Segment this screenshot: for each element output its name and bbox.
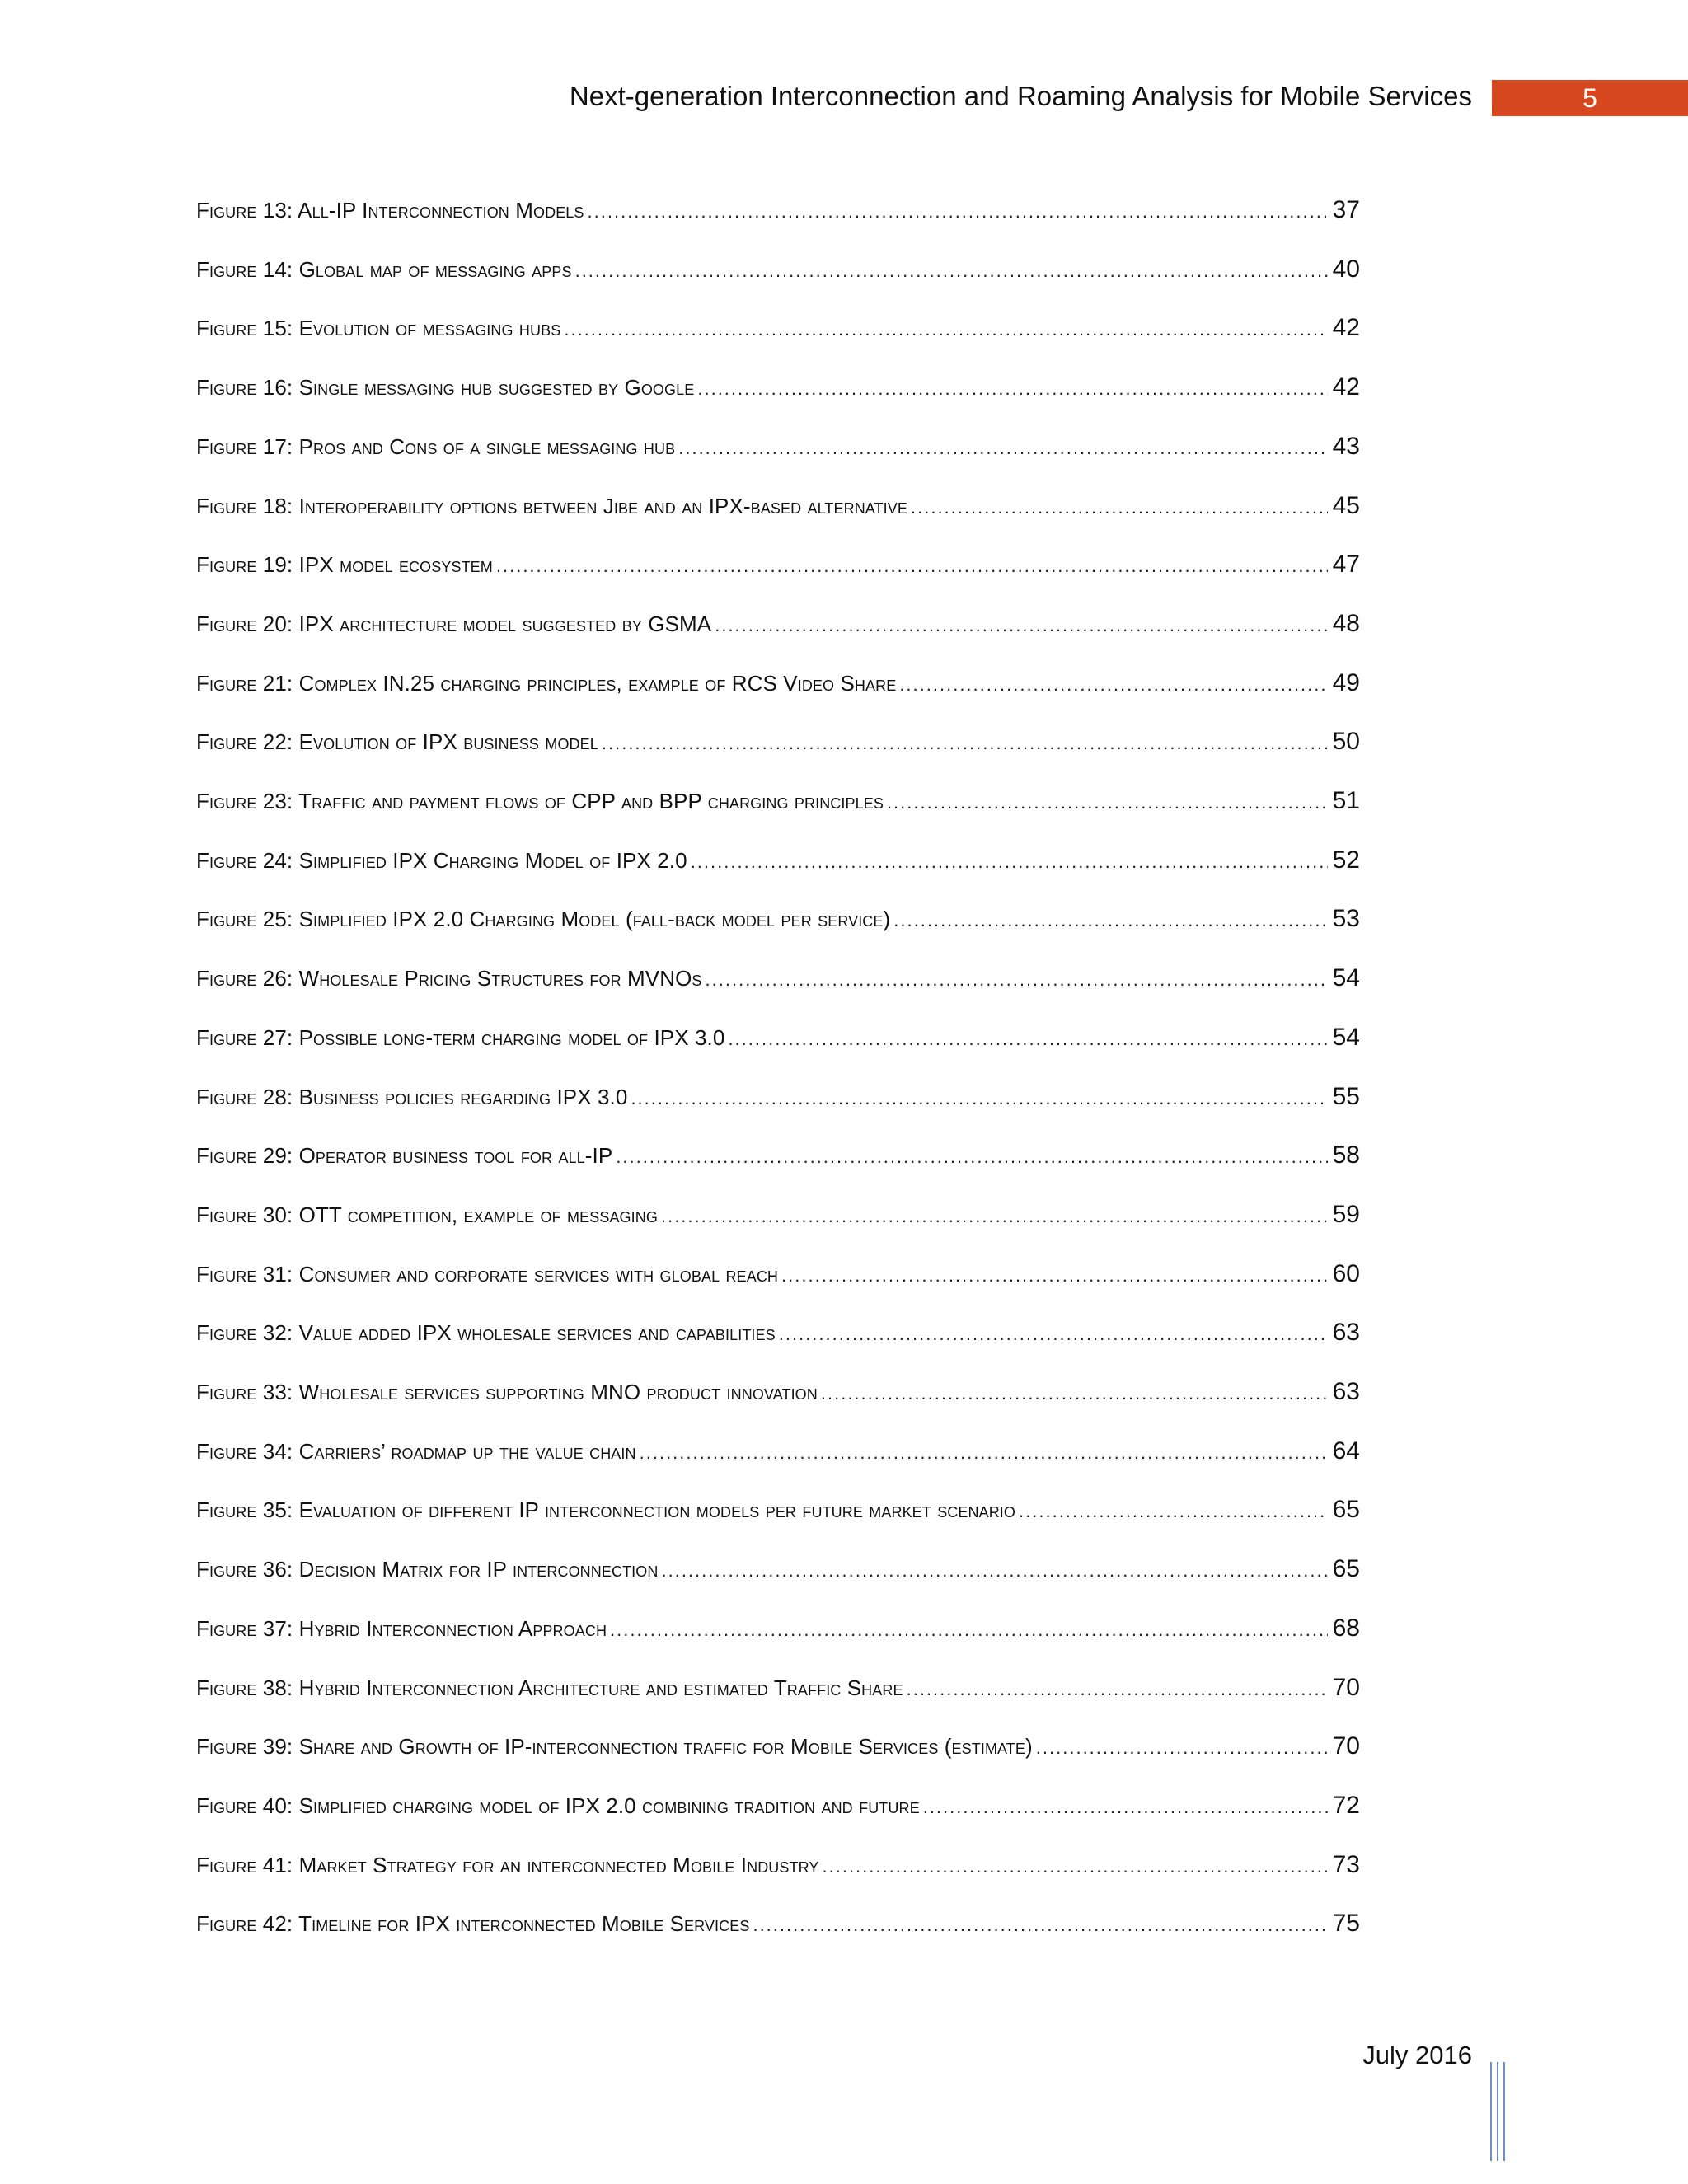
toc-entry[interactable] [196, 728, 1360, 769]
toc-entry-page: 63 [1332, 1319, 1360, 1346]
footer-rule-line [1497, 2062, 1498, 2161]
toc-entry-page: 75 [1332, 1910, 1360, 1937]
toc-entry-page: 53 [1332, 905, 1360, 932]
toc-entry[interactable] [196, 1732, 1360, 1774]
toc-entry-title: Figure 36: Decision Matrix for IP interconnection [196, 1557, 659, 1582]
page-number: 5 [1582, 82, 1597, 113]
toc-dot-leader [564, 319, 1327, 340]
toc-entry-title: Figure 30: OTT competition, example of messaging [196, 1202, 658, 1227]
toc-dot-leader [911, 497, 1328, 518]
toc-dot-leader [1019, 1501, 1328, 1522]
toc-entry-page: 58 [1332, 1141, 1360, 1169]
toc-entry-page: 65 [1332, 1555, 1360, 1582]
toc-entry[interactable] [196, 1792, 1360, 1833]
toc-entry-title: Figure 39: Share and Growth of IP-interconnection traffic for Mobile Services (estimate) [196, 1734, 1033, 1759]
toc-entry[interactable] [196, 1615, 1360, 1656]
footer-date: July 2016 [1362, 2041, 1472, 2069]
toc-entry-title: Figure 25: Simplified IPX 2.0 Charging Model (fall-back model per service) [196, 907, 891, 931]
toc-entry-page: 43 [1332, 433, 1360, 460]
toc-entry[interactable] [196, 1141, 1360, 1183]
toc-entry-title: Figure 34: Carriers’ roadmap up the value chain [196, 1439, 636, 1464]
toc-entry-page: 51 [1332, 787, 1360, 814]
toc-dot-leader [907, 1679, 1328, 1700]
toc-dot-leader [821, 1383, 1328, 1404]
toc-entry-title: Figure 40: Simplified charging model of IPX 2.0 combining tradition and future [196, 1793, 920, 1818]
toc-entry-title: Figure 24: Simplified IPX Charging Model of IPX 2.0 [196, 848, 687, 873]
toc-entry-page: 42 [1332, 373, 1360, 401]
toc-entry[interactable] [196, 1378, 1360, 1419]
toc-dot-leader [602, 733, 1328, 754]
toc-entry[interactable] [196, 196, 1360, 237]
toc-entry-page: 60 [1332, 1260, 1360, 1287]
toc-dot-leader [496, 555, 1328, 577]
toc-entry-title: Figure 42: Timeline for IPX interconnected Mobile Services [196, 1911, 750, 1936]
toc-dot-leader [610, 1619, 1328, 1641]
toc-entry[interactable] [196, 1024, 1360, 1065]
toc-dot-leader [893, 910, 1327, 931]
toc-entry[interactable] [196, 787, 1360, 828]
toc-entry-page: 40 [1332, 255, 1360, 283]
toc-entry-page: 49 [1332, 669, 1360, 696]
toc-entry[interactable] [196, 255, 1360, 297]
toc-entry[interactable] [196, 492, 1360, 533]
toc-dot-leader [823, 1856, 1328, 1877]
toc-entry[interactable] [196, 1437, 1360, 1479]
toc-entry-page: 70 [1332, 1732, 1360, 1760]
toc-entry-page: 47 [1332, 551, 1360, 578]
toc-dot-leader [887, 792, 1328, 813]
toc-entry[interactable] [196, 1555, 1360, 1596]
toc-entry[interactable] [196, 373, 1360, 415]
toc-entry-page: 45 [1332, 492, 1360, 519]
toc-dot-leader [661, 1560, 1327, 1582]
toc-entry[interactable] [196, 1083, 1360, 1124]
toc-entry-page: 52 [1332, 846, 1360, 874]
toc-dot-leader [588, 201, 1328, 223]
toc-dot-leader [631, 1088, 1327, 1109]
toc-entry-title: Figure 37: Hybrid Interconnection Approach [196, 1616, 607, 1641]
toc-entry-page: 70 [1332, 1674, 1360, 1701]
toc-entry-title: Figure 33: Wholesale services supporting MNO product innovation [196, 1380, 818, 1404]
toc-entry-title: Figure 16: Single messaging hub suggested by Google [196, 375, 695, 400]
toc-entry[interactable] [196, 905, 1360, 946]
toc-dot-leader [661, 1206, 1328, 1227]
toc-entry[interactable] [196, 669, 1360, 710]
toc-entry-page: 65 [1332, 1496, 1360, 1523]
toc-entry[interactable] [196, 846, 1360, 888]
toc-entry[interactable] [196, 314, 1360, 355]
toc-entry-title: Figure 38: Hybrid Interconnection Architecture and estimated Traffic Share [196, 1675, 903, 1700]
toc-entry-page: 37 [1332, 196, 1360, 223]
toc-dot-leader [640, 1442, 1328, 1464]
toc-dot-leader [781, 1265, 1328, 1286]
running-header-title: Next-generation Interconnection and Roaming Analysis for Mobile Services [569, 81, 1472, 111]
toc-entry-title: Figure 31: Consumer and corporate services with global reach [196, 1262, 779, 1286]
toc-dot-leader [678, 438, 1327, 459]
toc-entry[interactable] [196, 964, 1360, 1005]
toc-entry[interactable] [196, 551, 1360, 592]
toc-entry-page: 50 [1332, 728, 1360, 755]
toc-entry-title: Figure 14: Global map of messaging apps [196, 257, 572, 282]
toc-entry[interactable] [196, 1910, 1360, 1951]
toc-entry-title: Figure 26: Wholesale Pricing Structures for MVNOs [196, 966, 702, 991]
toc-entry-title: Figure 19: IPX model ecosystem [196, 552, 493, 577]
toc-dot-leader [923, 1797, 1328, 1818]
toc-dot-leader [728, 1029, 1327, 1050]
toc-entry-page: 48 [1332, 610, 1360, 637]
toc-dot-leader [706, 969, 1328, 991]
toc-entry-title: Figure 23: Traffic and payment flows of CPP and BPP charging principles [196, 789, 884, 813]
toc-dot-leader [779, 1324, 1328, 1345]
toc-dot-leader [616, 1146, 1327, 1168]
toc-entry-page: 73 [1332, 1851, 1360, 1878]
footer-rule-line [1490, 2062, 1492, 2161]
toc-entry-title: Figure 27: Possible long-term charging model of IPX 3.0 [196, 1025, 725, 1050]
toc-entry-page: 68 [1332, 1615, 1360, 1642]
toc-dot-leader [575, 260, 1328, 282]
toc-entry-title: Figure 29: Operator business tool for all-IP [196, 1143, 613, 1168]
toc-entry-title: Figure 13: All-IP Interconnection Models [196, 198, 584, 223]
toc-entry[interactable] [196, 1319, 1360, 1360]
toc-entry-page: 64 [1332, 1437, 1360, 1465]
toc-dot-leader [715, 615, 1327, 636]
toc-dot-leader [1036, 1737, 1328, 1759]
toc-entry[interactable] [196, 610, 1360, 651]
toc-entry-page: 72 [1332, 1792, 1360, 1819]
toc-dot-leader [753, 1915, 1327, 1936]
toc-entry-title: Figure 15: Evolution of messaging hubs [196, 316, 561, 340]
toc-entry-page: 63 [1332, 1378, 1360, 1405]
toc-entry-title: Figure 22: Evolution of IPX business model [196, 729, 598, 754]
toc-entry[interactable] [196, 1674, 1360, 1715]
toc-entry-title: Figure 32: Value added IPX wholesale services and capabilities [196, 1320, 776, 1345]
footer-vertical-rules [1490, 2062, 1515, 2161]
toc-entry-page: 54 [1332, 964, 1360, 991]
toc-entry-page: 42 [1332, 314, 1360, 341]
toc-entry-title: Figure 20: IPX architecture model suggested by GSMA [196, 612, 712, 636]
toc-entry-title: Figure 41: Market Strategy for an interconnected Mobile Industry [196, 1853, 819, 1877]
toc-entry[interactable] [196, 1851, 1360, 1892]
toc-entry-title: Figure 17: Pros and Cons of a single messaging hub [196, 434, 676, 459]
toc-dot-leader [899, 674, 1327, 696]
toc-entry-title: Figure 18: Interoperability options between Jibe and an IPX-based alternative [196, 494, 907, 518]
toc-dot-leader [691, 851, 1328, 873]
toc-entry[interactable] [196, 1201, 1360, 1242]
toc-entry-title: Figure 21: Complex IN.25 charging principles, example of RCS Video Share [196, 671, 897, 696]
toc-entry[interactable] [196, 1496, 1360, 1537]
toc-entry-title: Figure 35: Evaluation of different IP interconnection models per future market scenario [196, 1497, 1016, 1522]
toc-entry-title: Figure 28: Business policies regarding IPX 3.0 [196, 1085, 628, 1109]
toc-entry[interactable] [196, 433, 1360, 474]
toc-dot-leader [697, 378, 1327, 400]
toc-entry-page: 59 [1332, 1201, 1360, 1228]
toc-entry[interactable] [196, 1260, 1360, 1301]
toc-entry-page: 54 [1332, 1024, 1360, 1051]
footer-rule-line [1503, 2062, 1505, 2161]
toc-entry-page: 55 [1332, 1083, 1360, 1110]
